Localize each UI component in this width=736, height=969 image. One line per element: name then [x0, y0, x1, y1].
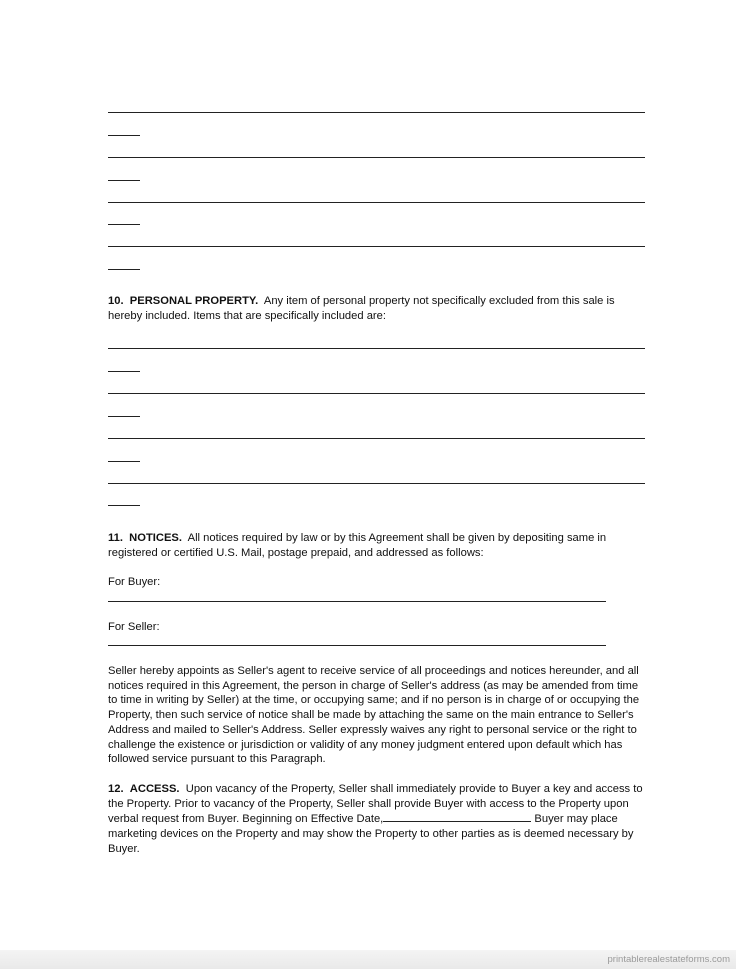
blank-line — [108, 438, 645, 439]
section-10-heading: PERSONAL PROPERTY. — [129, 295, 259, 307]
effective-date-blank[interactable] — [383, 811, 531, 822]
section-12-number: 12. — [108, 783, 124, 795]
section-11-number: 11. — [108, 532, 123, 544]
blank-line — [108, 348, 645, 349]
section-10-personal-property — [108, 294, 648, 323]
site-watermark: printablerealestateforms.com — [607, 954, 730, 965]
blank-line-short — [108, 180, 140, 181]
seller-agent-paragraph: Seller hereby appoints as Seller's agent to receive service of all proceedings and notices hereunder, and all notices required in this Agreement, the person in charge of Seller's address (as may be amended from time to time in writing by Seller) at the time, or occupying same; and if no person is in charge of or occupying the Property, then such service of notice shall be made by attaching the same on the main entrance to Seller's Address and mailed to Seller's Address. Seller expressly waives any right to personal service or the right to challenge the existence or jurisdiction or validity of any money judgment entered upon default which has followed service pursuant to this Paragraph. — [108, 665, 640, 766]
for-buyer-label: For Buyer: — [108, 576, 161, 588]
section-12-text-before: Upon vacancy of the Property, Seller shall immediately provide to Buyer a key and access to the Property. Prior to vacancy of the Property, Seller shall provide Buyer with access to the Property upon verbal request from Buyer. Beginning on Effective Date, — [108, 783, 643, 826]
buyer-address-line[interactable] — [108, 601, 606, 602]
blank-line — [108, 393, 645, 394]
blank-line — [108, 246, 645, 247]
section-10-number: 10. — [108, 295, 124, 307]
blank-line — [108, 202, 645, 203]
blank-line-short — [108, 416, 140, 417]
blank-line — [108, 157, 645, 158]
blank-line-short — [108, 461, 140, 462]
section-12-text-after: Buyer may place marketing devices on the Property and may show the Property to other parties as is deemed necessary by Buyer. — [108, 813, 634, 855]
section-10-text: Any item of personal property not specifically excluded from this sale is hereby included. Items that are specifically included are: — [108, 295, 615, 322]
blank-line — [108, 112, 645, 113]
blank-line-short — [108, 371, 140, 372]
section-11-notices — [108, 531, 648, 560]
section-11-heading: NOTICES. — [129, 532, 182, 544]
blank-line — [108, 483, 645, 484]
blank-line-short — [108, 135, 140, 136]
for-seller-label: For Seller: — [108, 621, 160, 633]
seller-address-line[interactable] — [108, 645, 606, 646]
section-12-access — [108, 782, 648, 857]
section-12-heading: ACCESS. — [129, 783, 180, 795]
section-11-text: All notices required by law or by this Agreement shall be given by depositing same in registered or certified U.S. Mail, postage prepaid, and addressed as follows: — [108, 532, 607, 559]
blank-line-short — [108, 224, 140, 225]
blank-line-short — [108, 269, 140, 270]
blank-line-short — [108, 505, 140, 506]
